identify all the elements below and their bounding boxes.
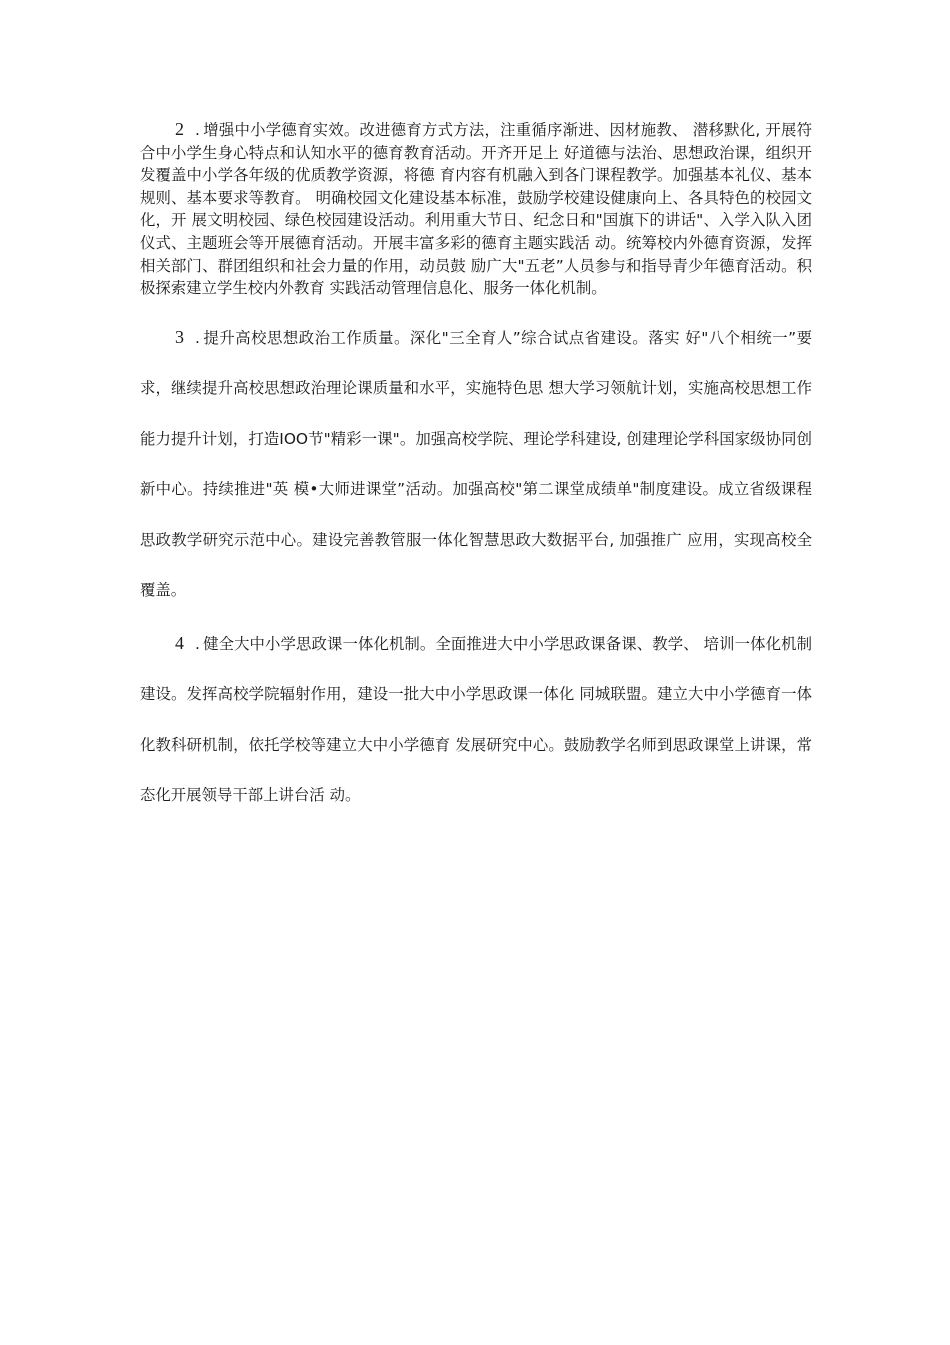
section-3-separator: . — [195, 328, 200, 347]
section-4-text: 健全大中小学思政课一体化机制。全面推进大中小学思政课备课、教学、 培训一体化机制建设。发挥高校学院辐射作用，建设一批大中小学思政课一体化 同城联盟。建立大中小学德育一体化教科研机制，依托学校等建立大中小学德育 发展研究中心。鼓励教学名师到思政课堂上讲课，常态化开展领导干部上讲台活 动。 — [140, 634, 812, 805]
section-3-paragraph — [140, 312, 812, 616]
document-body — [140, 118, 812, 821]
section-3-number: 3 — [175, 326, 184, 347]
section-4-separator: . — [195, 634, 200, 653]
section-4-number: 4 — [175, 632, 184, 653]
section-4-paragraph — [140, 618, 812, 821]
section-2-separator: . — [195, 121, 200, 139]
section-2-text: 增强中小学德育实效。改进德育方式方法，注重循序渐进、因材施教、 潜移默化, 开展符合中小学生身心特点和认知水平的德育教育活动。开齐开足上 好道德与法治、思想政治课，组织开发覆盖中小学各年级的优质教学资源，将德 育内容有机融入到各门课程教学。加强基本礼仪、基本规则、基本要求等教育。 明确校园文化建设基本标准，鼓励学校建设健康向上、各具特色的校园文化，开 展文明校园、绿色校园建设活动。利用重大节日、纪念日和"国旗下的讲话"、入学入队入团仪式、主题班会等开展德育活动。开展丰富多彩的德育主题实践活 动。统筹校内外德育资源，发挥相关部门、群团组织和社会力量的作用，动员鼓 励广大"五老”人员参与和指导青少年德育活动。积极探索建立学生校内外教育 实践活动管理信息化、服务一体化机制。 — [140, 121, 812, 298]
section-2-paragraph — [140, 118, 812, 300]
section-3-text: 提升高校思想政治工作质量。深化"三全育人”综合试点省建设。落实 好"八个相统一”要求，继续提升高校思想政治理论课质量和水平，实施特色思 想大学习领航计划，实施高校思想工作能力提升计划，打造IOO节"精彩一课"。加强高校学院、理论学科建设, 创建理论学科国家级协同创新中心。持续推进"英 模•大师进课堂”活动。加强高校"第二课堂成绩单"制度建设。成立省级课程 思政教学研究示范中心。建设完善教管服一体化智慧思政大数据平台, 加强推广 应用，实现高校全覆盖。 — [140, 328, 812, 600]
section-2-number: 2 — [175, 119, 184, 139]
